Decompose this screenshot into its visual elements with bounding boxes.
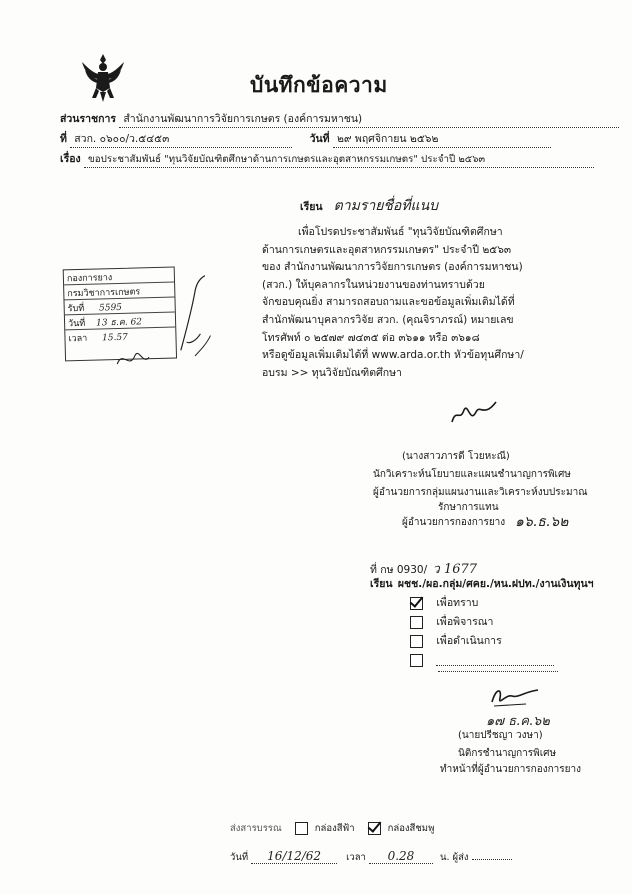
body-paragraph [262, 224, 524, 382]
routing-option-other[interactable] [410, 651, 554, 670]
subject-value: ขอประชาสัมพันธ์ "ทุนวิจัยบัณฑิตศึกษาด้านการเกษตรและอุตสาหกรรมเกษตร" ประจำปี ๒๕๖๓ [84, 152, 594, 168]
body-line: อบรม >> ทุนวิจัยบัณฑิตศึกษา [262, 366, 402, 379]
routing-to-label: เรียน [370, 578, 393, 590]
footer-date-value: 16/12/62 [251, 849, 337, 864]
ref-row [60, 130, 551, 148]
footer-date-label: วันที่ [230, 852, 249, 863]
routing-option-consider[interactable] [410, 613, 554, 632]
ref-label: ที่ [60, 133, 67, 145]
stamp-line1: กองการยาง [66, 273, 113, 285]
agency-label: ส่วนราชการ [60, 113, 117, 125]
body-line: จักขอบคุณยิ่ง สามารถสอบถามและขอข้อมูลเพิ่มเติมได้ที่ [262, 296, 515, 309]
routing-hand-date: ๑๗ ธ.ค.๖๒ [486, 714, 550, 729]
routing-options [410, 594, 554, 670]
routing-signer-name: (นายปรีชญา วงษา) [458, 730, 543, 741]
signatory-name: (นางสาวภารดี โวยหะณี) [402, 451, 510, 462]
subject-row [60, 150, 594, 168]
stamp-date-label: วันที่ [67, 318, 86, 330]
body-line: ของ สำนักงานพัฒนาการวิจัยการเกษตร (องค์การมหาชน) [262, 261, 523, 274]
checkbox-checked-icon[interactable] [410, 597, 423, 610]
stamp-handwriting-mark [171, 269, 215, 360]
routing-to-row [370, 575, 594, 592]
checkbox-icon[interactable] [410, 654, 423, 667]
routing-option-proceed[interactable] [410, 632, 554, 651]
stamp-date-value: 13 ธ.ค. 62 [95, 317, 143, 329]
body-line: (สวก.) ให้บุคลากรในหน่วยงานของท่านทราบด้วย [262, 278, 485, 291]
footer-time-label: เวลา [346, 852, 366, 863]
date-label: วันที่ [309, 133, 330, 145]
footer-opt2: กล่องสีชมพู [387, 823, 435, 834]
signatory-position1: นักวิเคราะห์นโยบายและแผนชำนาญการพิเศษ [373, 469, 571, 480]
date-value: ๒๙ พฤศจิกายน ๒๕๖๒ [333, 130, 551, 148]
stamp-no-label: รับที่ [67, 303, 85, 315]
checkbox-checked-icon[interactable] [368, 822, 381, 835]
stamp-time-label: เวลา [68, 333, 88, 345]
signatory-position2: ผู้อำนวยการกลุ่มแผนงานและวิเคราะห์งบประมาณ [373, 487, 588, 498]
stamp-no-value: 5595 [98, 302, 123, 314]
blank-line [438, 670, 558, 672]
footer-sender-blank [472, 859, 512, 860]
signatory-position3: รักษาการแทน [438, 502, 499, 513]
checkbox-icon[interactable] [410, 616, 423, 629]
routing-signer-position2: ทำหน้าที่ผู้อำนวยการกองการยาง [440, 764, 582, 775]
signatory-handwritten-date: ๑๖.ธ.๖๒ [515, 514, 569, 530]
routing-option-inform[interactable] [410, 594, 554, 613]
footer-label: ส่งสารบรรณ [230, 823, 282, 834]
routing-ref-prefix: ที่ กษ 0930/ [370, 564, 428, 576]
agency-row [60, 110, 619, 128]
document-title: บันทึกข้อความ [250, 73, 388, 97]
subject-label: เรื่อง [60, 153, 81, 165]
routing-signer-position1: นิติกรชำนาญการพิเศษ [458, 748, 557, 759]
body-line: โทรศัพท์ ๐ ๒๕๗๙ ๗๔๓๕ ต่อ ๓๖๑๑ หรือ ๓๖๑๘ [262, 331, 480, 344]
checkbox-icon[interactable] [410, 635, 423, 648]
footer-dispatch-row [230, 821, 434, 836]
routing-option-label: เพื่อดำเนินการ [436, 635, 502, 647]
signature-1-mark [448, 398, 500, 430]
ref-value: สวก. ๐๖๐๐/ว.๕๔๕๓ [70, 130, 292, 148]
routing-option-label: เพื่อพิจารณา [436, 616, 494, 628]
body-line: สำนักพัฒนาบุคลากรวิจัย สวก. (คุณจิราภรณ์) หมายเลข [262, 313, 514, 326]
receipt-stamp [21, 266, 214, 373]
routing-option-label: เพื่อทราบ [436, 597, 479, 609]
routing-ref-handwritten: ว 1677 [432, 562, 478, 577]
garuda-emblem-icon [80, 52, 126, 104]
checkbox-icon[interactable] [295, 822, 308, 835]
footer-unit-label: น. ผู้ส่ง [439, 852, 469, 863]
stamp-line2: กรมวิชาการเกษตร [67, 287, 141, 300]
body-line: ด้านการเกษตรและอุตสาหกรรมเกษตร" ประจำปี ๒๕๖๓ [262, 243, 512, 256]
footer-time-value: 0.28 [369, 849, 433, 864]
signature-2-mark [486, 680, 544, 710]
signatory-position4: ผู้อำนวยการกองการยาง [402, 517, 506, 528]
footer-date-row [230, 849, 512, 865]
recipient-row [300, 195, 438, 217]
agency-value: สำนักงานพัฒนาการวิจัยการเกษตร (องค์การมหาชน) [119, 110, 619, 128]
footer-opt1: กล่องสีฟ้า [314, 823, 355, 834]
stamp-scribble-mark [113, 343, 174, 375]
stamp-time-value: 15.57 [101, 332, 128, 344]
routing-option-blank [436, 654, 554, 666]
body-line: เพื่อโปรดประชาสัมพันธ์ "ทุนวิจัยบัณฑิตศึกษา [298, 226, 503, 238]
recipient-label: เรียน [300, 201, 323, 213]
recipient-handwritten: ตามรายชื่อที่แนบ [333, 198, 439, 214]
routing-to-value: ผชช./ผอ.กลุ่ม/ศคย./หน.ฝปท./งานเงินทุนฯ [397, 578, 594, 590]
body-line: หรือดูข้อมูลเพิ่มเติมได้ที่ www.arda.or.th หัวข้อทุนศึกษา/ [262, 349, 524, 362]
